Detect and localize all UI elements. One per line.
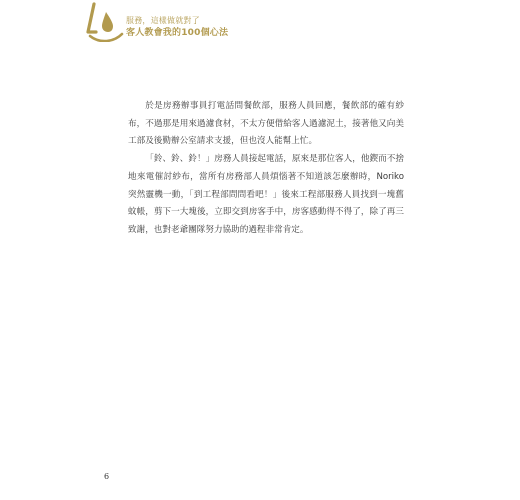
running-header <box>126 14 228 40</box>
paragraph: 於是房務辦事員打電話問餐飲部，服務人員回應，餐飲部的確有紗布，不過那是用來過濾食材，不太方便借給客人過濾泥土，接著他又向美工部及後勤辦公室請求支援，但也沒人能幫上忙。 <box>128 101 404 147</box>
book-logo-icon <box>84 2 126 42</box>
main-text <box>128 98 404 240</box>
page-number: 6 <box>104 472 110 481</box>
header-title: 客人教會我的100個心法 <box>126 28 229 38</box>
paragraph: 「鈴、鈴、鈴！」房務人員接起電話，原來是那位客人，他鍥而不捨地來電催討紗布，當所有房務部人員煩惱著不知道該怎麼辦時，Noriko突然靈機一動，「到工程部問問看吧！」後來工程部服務人員找到一塊舊蚊帳，剪下一大塊後，立即交到房客手中，房客感動得不得了，除了再三致謝，也對老爺團隊努力協助的過程非常肯定。 <box>128 154 404 235</box>
header-subtitle: 服務，這樣做就對了 <box>126 16 200 25</box>
